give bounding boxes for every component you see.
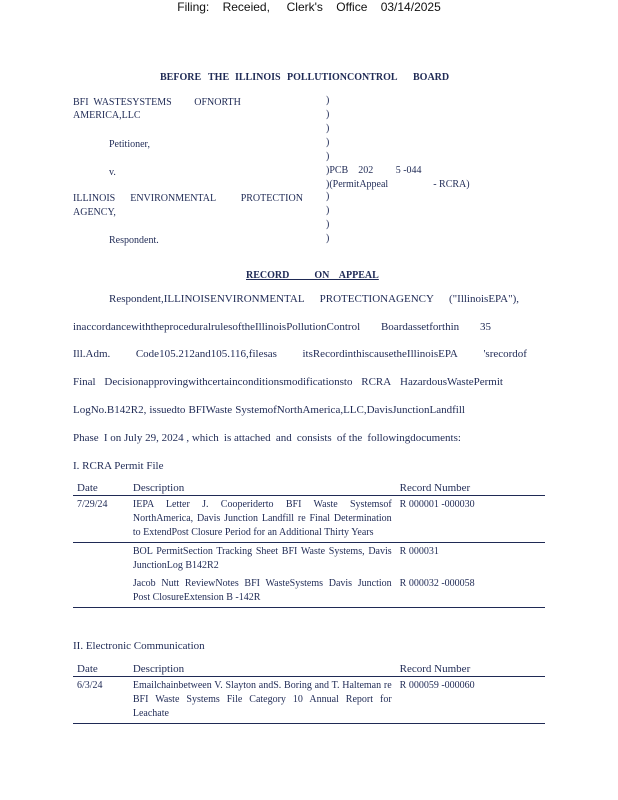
- case-number: )PCB 202 5 -044: [326, 165, 422, 176]
- body-word: of the: [336, 432, 363, 444]
- column-header: Record Number: [396, 480, 545, 496]
- column-header: Date: [73, 480, 129, 496]
- body-line: [73, 321, 491, 333]
- body-word: I on July 29, 2024 , which: [103, 432, 219, 444]
- description-cell: Jacob Nutt ReviewNotes BFI WasteSystems Davis Junction Post ClosureExtension B -142R: [129, 575, 396, 608]
- body-word: Boardassetforthin: [380, 321, 460, 333]
- table-row: [73, 543, 545, 576]
- body-word: is attached: [223, 432, 271, 444]
- table-row: [73, 575, 545, 608]
- date-cell: [73, 575, 129, 608]
- respondent-label: Respondent.: [109, 235, 159, 246]
- body-word: Final: [73, 376, 96, 388]
- petitioner-name: AMERICA,LLC: [73, 110, 141, 121]
- description-cell: IEPA Letter J. Cooperiderto BFI Waste Systemsof NorthAmerica, Davis Junction Landfill re Final Determination to ExtendPost Closure Period for an Additional Thirty Years: [129, 496, 396, 543]
- table-header: [73, 480, 545, 496]
- paren: ): [326, 123, 330, 134]
- paren: ): [326, 205, 330, 216]
- body-word: PROTECTIONAGENCY: [319, 293, 434, 305]
- record-cell: R 000059 -000060: [396, 677, 545, 724]
- body-word: inaccordancewiththeproceduralrulesoftheIllinoisPollutionControl: [73, 321, 361, 333]
- paren: ): [326, 109, 330, 120]
- column-header: Description: [129, 480, 396, 496]
- date-cell: 6/3/24: [73, 677, 129, 724]
- body-word: and: [275, 432, 292, 444]
- body-word: Ill.Adm.: [73, 348, 111, 360]
- body-word: LogNo.B142R2,: [73, 404, 147, 416]
- paren: ): [326, 95, 330, 106]
- paren: ): [326, 191, 330, 202]
- section-heading: II. Electronic Communication: [73, 640, 205, 652]
- description-cell: Emailchainbetween V. Slayton andS. Boring and T. Halteman re BFI Waste Systems File Category 10 Annual Report for Leachate: [129, 677, 396, 724]
- column-header: Record Number: [396, 661, 545, 677]
- board-word: POLLUTIONCONTROL: [287, 72, 398, 83]
- record-table: [73, 661, 545, 724]
- board-word: THE: [208, 72, 230, 83]
- body-word: followingdocuments:: [367, 432, 461, 444]
- body-line: [73, 404, 465, 416]
- body-word: 35: [479, 321, 491, 333]
- respondent-name: ILLINOIS ENVIRONMENTAL PROTECTION: [73, 193, 303, 204]
- paren: ): [326, 151, 330, 162]
- date-cell: 7/29/24: [73, 496, 129, 543]
- record-cell: R 000032 -000058: [396, 575, 545, 608]
- section-heading: I. RCRA Permit File: [73, 460, 164, 472]
- paren: ): [326, 233, 330, 244]
- document-title: RECORD ON APPEAL: [246, 270, 379, 281]
- record-cell: R 000031: [399, 546, 439, 557]
- body-word: SystemofNorthAmerica,LLC,DavisJunctionLandfill: [235, 404, 465, 416]
- body-word: RCRA: [361, 376, 392, 388]
- versus: v.: [109, 167, 116, 178]
- record-cell: R 000001 -000030: [396, 496, 545, 543]
- column-header: Date: [73, 661, 129, 677]
- date-cell: [73, 543, 129, 576]
- table-row: [73, 677, 545, 724]
- body-line: [73, 432, 461, 444]
- body-line: [109, 293, 519, 305]
- body-word: Decisionapprovingwithcertainconditionsmodificationsto: [104, 376, 353, 388]
- board-word: ILLINOIS: [235, 72, 281, 83]
- petitioner-label: Petitioner,: [109, 139, 150, 150]
- body-line: [73, 376, 503, 388]
- filing-stamp: Filing: Receied, Clerk's Office 03/14/2025: [177, 0, 441, 14]
- case-type: )(PermitAppeal - RCRA): [326, 179, 470, 190]
- body-word: consists: [296, 432, 332, 444]
- respondent-name: AGENCY,: [73, 207, 116, 218]
- record-table: [73, 480, 545, 608]
- body-word: ("IllinoisEPA"),: [449, 293, 519, 305]
- table-header: [73, 661, 545, 677]
- column-header: Description: [129, 661, 396, 677]
- body-word: Phase: [73, 432, 99, 444]
- board-word: BEFORE: [160, 72, 202, 83]
- body-word: itsRecordinthiscausetheIllinoisEPA: [302, 348, 458, 360]
- paren: ): [326, 137, 330, 148]
- description-cell: BOL PermitSection Tracking Sheet BFI Waste Systems, Davis JunctionLog B142R2: [132, 546, 392, 571]
- body-word: HazardousWastePermit: [400, 376, 503, 388]
- paren: ): [326, 219, 330, 230]
- board-word: BOARD: [413, 72, 450, 83]
- petitioner-name: BFI WASTESYSTEMS OFNORTH: [73, 97, 241, 108]
- body-line: [73, 348, 527, 360]
- body-word: Respondent,ILLINOISENVIRONMENTAL: [109, 293, 305, 305]
- body-word: Code105.212and105.116,filesas: [135, 348, 277, 360]
- body-word: 'srecordof: [483, 348, 527, 360]
- table-row: [73, 496, 545, 543]
- body-word: BFIWaste: [188, 404, 233, 416]
- body-word: issuedto: [149, 404, 186, 416]
